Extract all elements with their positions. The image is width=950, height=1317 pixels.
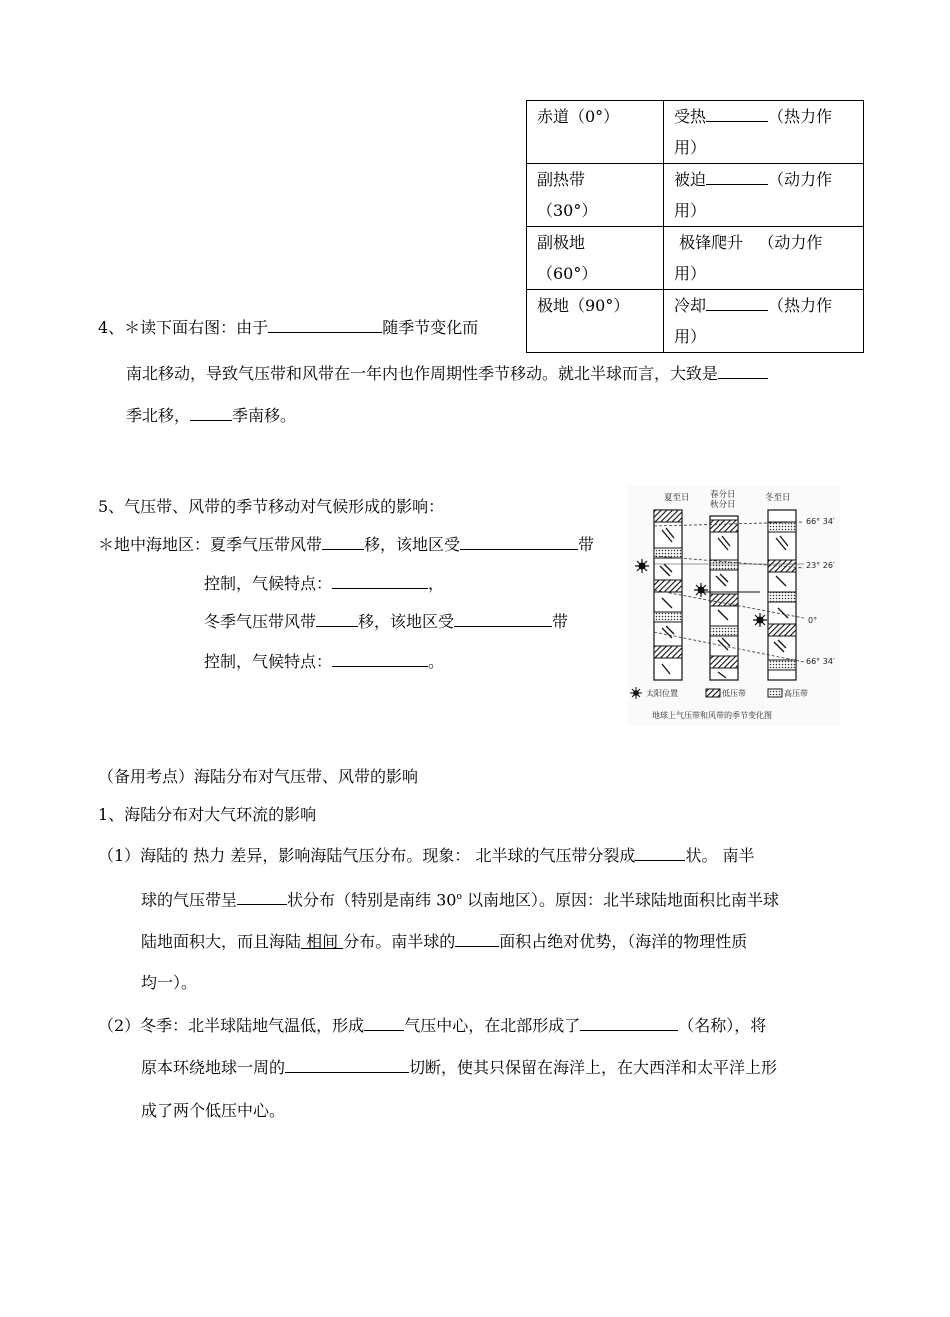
q5-line-3: 冬季气压带风带 移，该地区受 带 xyxy=(204,612,569,631)
para1-line-1: （1）海陆的 热力 差异，影响海陆气压分布。现象： 北半球的气压带分裂成 状。 南半 xyxy=(98,846,755,865)
sun-icon xyxy=(694,583,708,597)
latitude-cell: 极地（90°） xyxy=(527,290,664,353)
mechanism-cell: 冷却 （热力作 用） xyxy=(664,290,864,353)
answer-blank[interactable] xyxy=(706,105,768,122)
lat-label: 0° xyxy=(808,616,818,625)
table-row xyxy=(527,227,864,290)
belt-column-winter xyxy=(768,510,796,680)
q4-line-2: 南北移动，导致气压带和风带在一年内也作周期性季节移动。就北半球而言，大致是 xyxy=(126,362,768,385)
belt-column-equinox xyxy=(710,516,738,680)
answer-blank[interactable] xyxy=(455,930,499,947)
lat-label: 23° 26′ xyxy=(806,561,835,570)
answer-blank[interactable] xyxy=(364,1014,404,1031)
table-row xyxy=(527,290,864,353)
answer-blank[interactable] xyxy=(635,844,685,861)
q4-line-1: 4、＊读下面右图：由于 随季节变化而 xyxy=(98,318,479,337)
belt-column-summer xyxy=(654,510,682,680)
answer-blank[interactable] xyxy=(706,294,768,311)
answer-blank[interactable] xyxy=(285,1056,409,1073)
q4-line-3: 季北移， 季南移。 xyxy=(126,406,297,425)
latitude-cell: 副热带 （30°） xyxy=(527,164,664,227)
answer-blank[interactable] xyxy=(580,1014,678,1031)
legend-low-label: 低压带 xyxy=(722,689,746,698)
para1-line-3: 陆地面积大，而且海陆 相间 分布。南半球的 面积占绝对优势，（海洋的物理性质 xyxy=(141,932,748,951)
table-row xyxy=(527,164,864,227)
backup-item-1: 1、海陆分布对大气环流的影响 xyxy=(98,805,317,824)
pressure-belt-table xyxy=(526,100,864,353)
lat-label: 66° 34′ xyxy=(806,657,835,666)
q5-line-1: ＊地中海地区：夏季气压带风带 移，该地区受 带 xyxy=(98,535,595,554)
answer-blank[interactable] xyxy=(268,316,382,333)
para2-line-3: 成了两个低压中心。 xyxy=(141,1101,286,1120)
col-summer-label: 夏至日 xyxy=(664,493,690,503)
sun-icon xyxy=(753,613,767,627)
table-row xyxy=(527,101,864,164)
lat-label: 66° 34′ xyxy=(806,517,835,526)
answer-blank[interactable] xyxy=(706,168,768,185)
backup-heading: （备用考点）海陆分布对气压带、风带的影响 xyxy=(98,767,419,786)
col-winter-label: 冬至日 xyxy=(765,493,791,503)
mechanism-cell: 被迫 （动力作 用） xyxy=(664,164,864,227)
col-equinox-label: 春分日 xyxy=(710,490,736,500)
answer-blank[interactable] xyxy=(237,888,287,905)
figure-legend xyxy=(630,687,808,699)
q5-line-4: 控制，气候特点： 。 xyxy=(204,652,445,671)
legend-sun-label: 太阳位置 xyxy=(646,689,678,698)
answer-blank[interactable] xyxy=(718,362,768,379)
answer-blank[interactable] xyxy=(460,533,578,550)
para2-line-1: （2）冬季：北半球陆地气温低，形成 气压中心，在北部形成了 （名称），将 xyxy=(98,1016,767,1035)
answer-blank[interactable] xyxy=(190,404,232,421)
q5-title: 5、气压带、风带的季节移动对气候形成的影响： xyxy=(98,497,445,516)
high-pressure-swatch xyxy=(768,689,782,697)
answer-blank[interactable] xyxy=(332,650,428,667)
latitude-cell: 赤道（0°） xyxy=(527,101,664,164)
col-equinox-label-2: 秋分日 xyxy=(710,500,736,510)
answer-blank[interactable] xyxy=(316,610,358,627)
pressure-belt-season-figure xyxy=(628,486,840,726)
answer-blank[interactable] xyxy=(322,533,364,550)
answer-blank[interactable] xyxy=(454,610,552,627)
para1-line-2: 球的气压带呈 状分布（特别是南纬 30$^o$ 以南地区）。原因：北半球陆地面积比南半球 xyxy=(141,890,779,910)
mechanism-cell: 极锋爬升 （动力作 用） xyxy=(664,227,864,290)
para1-line-4: 均一）。 xyxy=(141,973,198,992)
latitude-cell: 副极地 （60°） xyxy=(527,227,664,290)
answer-blank[interactable] xyxy=(332,572,428,589)
figure-caption: 地球上气压带和风带的季节变化图 xyxy=(652,711,772,720)
q5-line-2: 控制，气候特点： ， xyxy=(204,574,445,593)
para2-line-2: 原本环绕地球一周的 切断，使其只保留在海洋上，在大西洋和太平洋上形 xyxy=(141,1058,778,1077)
mechanism-cell: 受热 （热力作 用） xyxy=(664,101,864,164)
legend-high-label: 高压带 xyxy=(784,689,808,698)
low-pressure-swatch xyxy=(706,689,720,697)
sun-icon xyxy=(635,559,649,573)
